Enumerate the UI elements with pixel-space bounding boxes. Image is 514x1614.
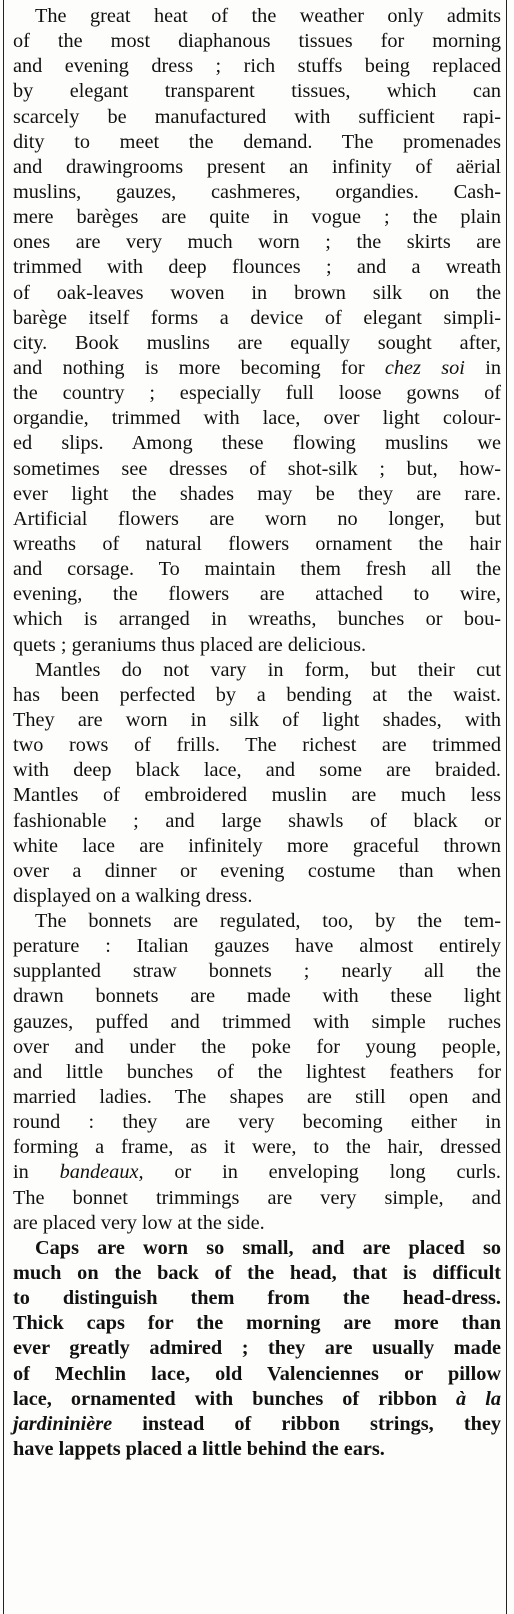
text-run: round : they are very becoming either in [13,1111,501,1134]
text-line [13,959,501,984]
text-line [13,1110,501,1135]
paragraph-mantles [13,658,501,909]
text-line [13,1085,501,1110]
text-line [13,834,501,859]
paragraph-weather [13,4,501,658]
text-run: in [13,1161,60,1184]
text-run: trimmed with deep flounces ; and a wreath [13,256,501,279]
text-run: over and under the poke for young people, [13,1035,501,1058]
text-run: to distinguish them from the head-dress. [13,1287,501,1310]
text-run: The bonnets are regulated, too, by the tem- [35,910,501,933]
text-line [13,457,501,482]
text-run: are placed very low at the side. [13,1211,265,1234]
text-run: and drawingrooms present an infinity of aërial [13,155,501,178]
text-run: have lappets placed a little behind the ears. [13,1438,385,1461]
text-run: city. Book muslins are equally sought after, [13,331,501,354]
text-line [13,1412,501,1437]
text-run: of oak-leaves woven in brown silk on the [13,281,501,304]
text-run: They are worn in silk of light shades, with [13,708,501,731]
text-run: evening, the flowers are attached to wire, [13,583,501,606]
text-line [13,1186,501,1211]
text-line [13,708,501,733]
text-run: Mantles do not vary in form, but their cut [35,658,501,681]
text-line [13,607,501,632]
text-line [13,1236,501,1261]
text-run: and evening dress ; rich stuffs being replaced [13,55,501,78]
text-line [13,255,501,280]
text-run: instead of ribbon strings, they [112,1412,501,1435]
italic-phrase: bandeaux, [59,1161,144,1184]
text-run: dity to meet the demand. The promenades [13,130,501,153]
text-line [13,356,501,381]
text-line [13,482,501,507]
italic-phrase: jardininière [13,1412,113,1435]
text-run: perature : Italian gauzes have almost entirely [13,935,501,958]
text-line [13,984,501,1009]
text-line [13,1135,501,1160]
text-line [13,1160,501,1185]
text-run: The bonnet trimmings are very simple, and [13,1186,501,1209]
text-line [13,1362,501,1387]
text-line [13,331,501,356]
text-run: scarcely be manufactured with sufficient rapi- [13,105,501,128]
text-run: ed slips. Among these flowing muslins we [13,432,501,455]
text-line [13,658,501,683]
text-line [13,1311,501,1336]
text-run: of the most diaphanous tissues for morning [13,30,501,53]
text-run: or in enveloping long curls. [143,1161,501,1184]
text-run: ever light the shades may be they are rare. [13,482,501,505]
text-run: organdie, trimmed with lace, over light colour- [13,407,501,430]
text-run: and corsage. To maintain them fresh all the [13,558,501,581]
text-line [13,582,501,607]
text-run: ones are very much worn ; the skirts are [13,231,501,254]
right-column-rule [506,0,507,1614]
text-run: gauzes, puffed and trimmed with simple ruches [13,1010,501,1033]
text-line [13,758,501,783]
text-run: wreaths of natural flowers ornament the hair [13,532,501,555]
text-line [13,205,501,230]
text-line [13,1010,501,1035]
text-line [13,934,501,959]
text-line [13,4,501,29]
paragraph-caps [13,1236,501,1462]
text-line [13,884,501,909]
text-line [13,1035,501,1060]
text-line [13,733,501,758]
text-run: much on the back of the head, that is difficult [13,1262,501,1285]
text-run: muslins, gauzes, cashmeres, organdies. Cash- [13,180,501,203]
text-run: The great heat of the weather only admits [35,5,501,27]
text-run: Mantles of embroidered muslin are much less [13,784,501,807]
text-line [13,1336,501,1361]
text-line [13,1211,501,1236]
text-run: drawn bonnets are made with these light [13,985,501,1008]
text-line [13,683,501,708]
text-run: which is arranged in wreaths, bunches or bou- [13,608,501,631]
text-run: white lace are infinitely more graceful thrown [13,834,501,857]
text-line [13,431,501,456]
text-run: has been perfected by a bending at the waist. [13,683,501,706]
text-line [13,909,501,934]
text-run: married ladies. The shapes are still open and [13,1086,501,1109]
text-line [13,155,501,180]
text-line [13,79,501,104]
text-line [13,105,501,130]
text-run: quets ; geraniums thus placed are delicious. [13,633,367,656]
text-run: lace, ornamented with bunches of ribbon [13,1387,456,1410]
text-run: displayed on a walking dress. [13,884,253,907]
text-run: over a dinner or evening costume than when [13,859,501,882]
text-line [13,381,501,406]
text-line [13,1437,501,1462]
text-line [13,859,501,884]
text-line [13,783,501,808]
text-line [13,1060,501,1085]
text-line [13,29,501,54]
text-run: with deep black lace, and some are braided. [13,759,501,782]
text-run: ever greatly admired ; they are usually made [13,1337,501,1360]
text-run: two rows of frills. The richest are trimmed [13,734,501,757]
text-line [13,633,501,658]
text-run: of Mechlin lace, old Valenciennes or pillow [13,1362,501,1385]
text-line [13,1286,501,1311]
text-run: mere barèges are quite in vogue ; the plain [13,206,501,229]
text-line [13,1387,501,1412]
text-line [13,230,501,255]
italic-phrase: chez soi [384,356,465,379]
text-line [13,809,501,834]
text-run: fashionable ; and large shawls of black or [13,809,501,832]
text-run: by elegant transparent tissues, which can [13,80,501,103]
text-run: supplanted straw bonnets ; nearly all the [13,960,501,983]
text-line [13,557,501,582]
text-run: and little bunches of the lightest feathers for [13,1060,501,1083]
text-line [13,507,501,532]
text-run: Thick caps for the morning are more than [13,1312,501,1335]
text-line [13,532,501,557]
text-run: and nothing is more becoming for [13,356,385,379]
article-text [13,4,501,1462]
text-run: sometimes see dresses of shot-silk ; but, how- [13,457,501,480]
text-run: forming a frame, as it were, to the hair, dressed [13,1136,501,1159]
text-line [13,306,501,331]
text-line [13,54,501,79]
text-run: the country ; especially full loose gowns of [13,382,501,405]
italic-phrase: à la [455,1387,501,1410]
left-column-rule [3,0,4,1614]
text-line [13,1261,501,1286]
text-line [13,130,501,155]
text-run: Caps are worn so small, and are placed so [35,1236,501,1259]
text-run: Artificial flowers are worn no longer, but [13,507,501,530]
paragraph-bonnets [13,909,501,1236]
text-run: barège itself forms a device of elegant simpli- [13,306,501,329]
text-line [13,180,501,205]
text-run: in [464,356,501,379]
text-line [13,281,501,306]
text-line [13,406,501,431]
